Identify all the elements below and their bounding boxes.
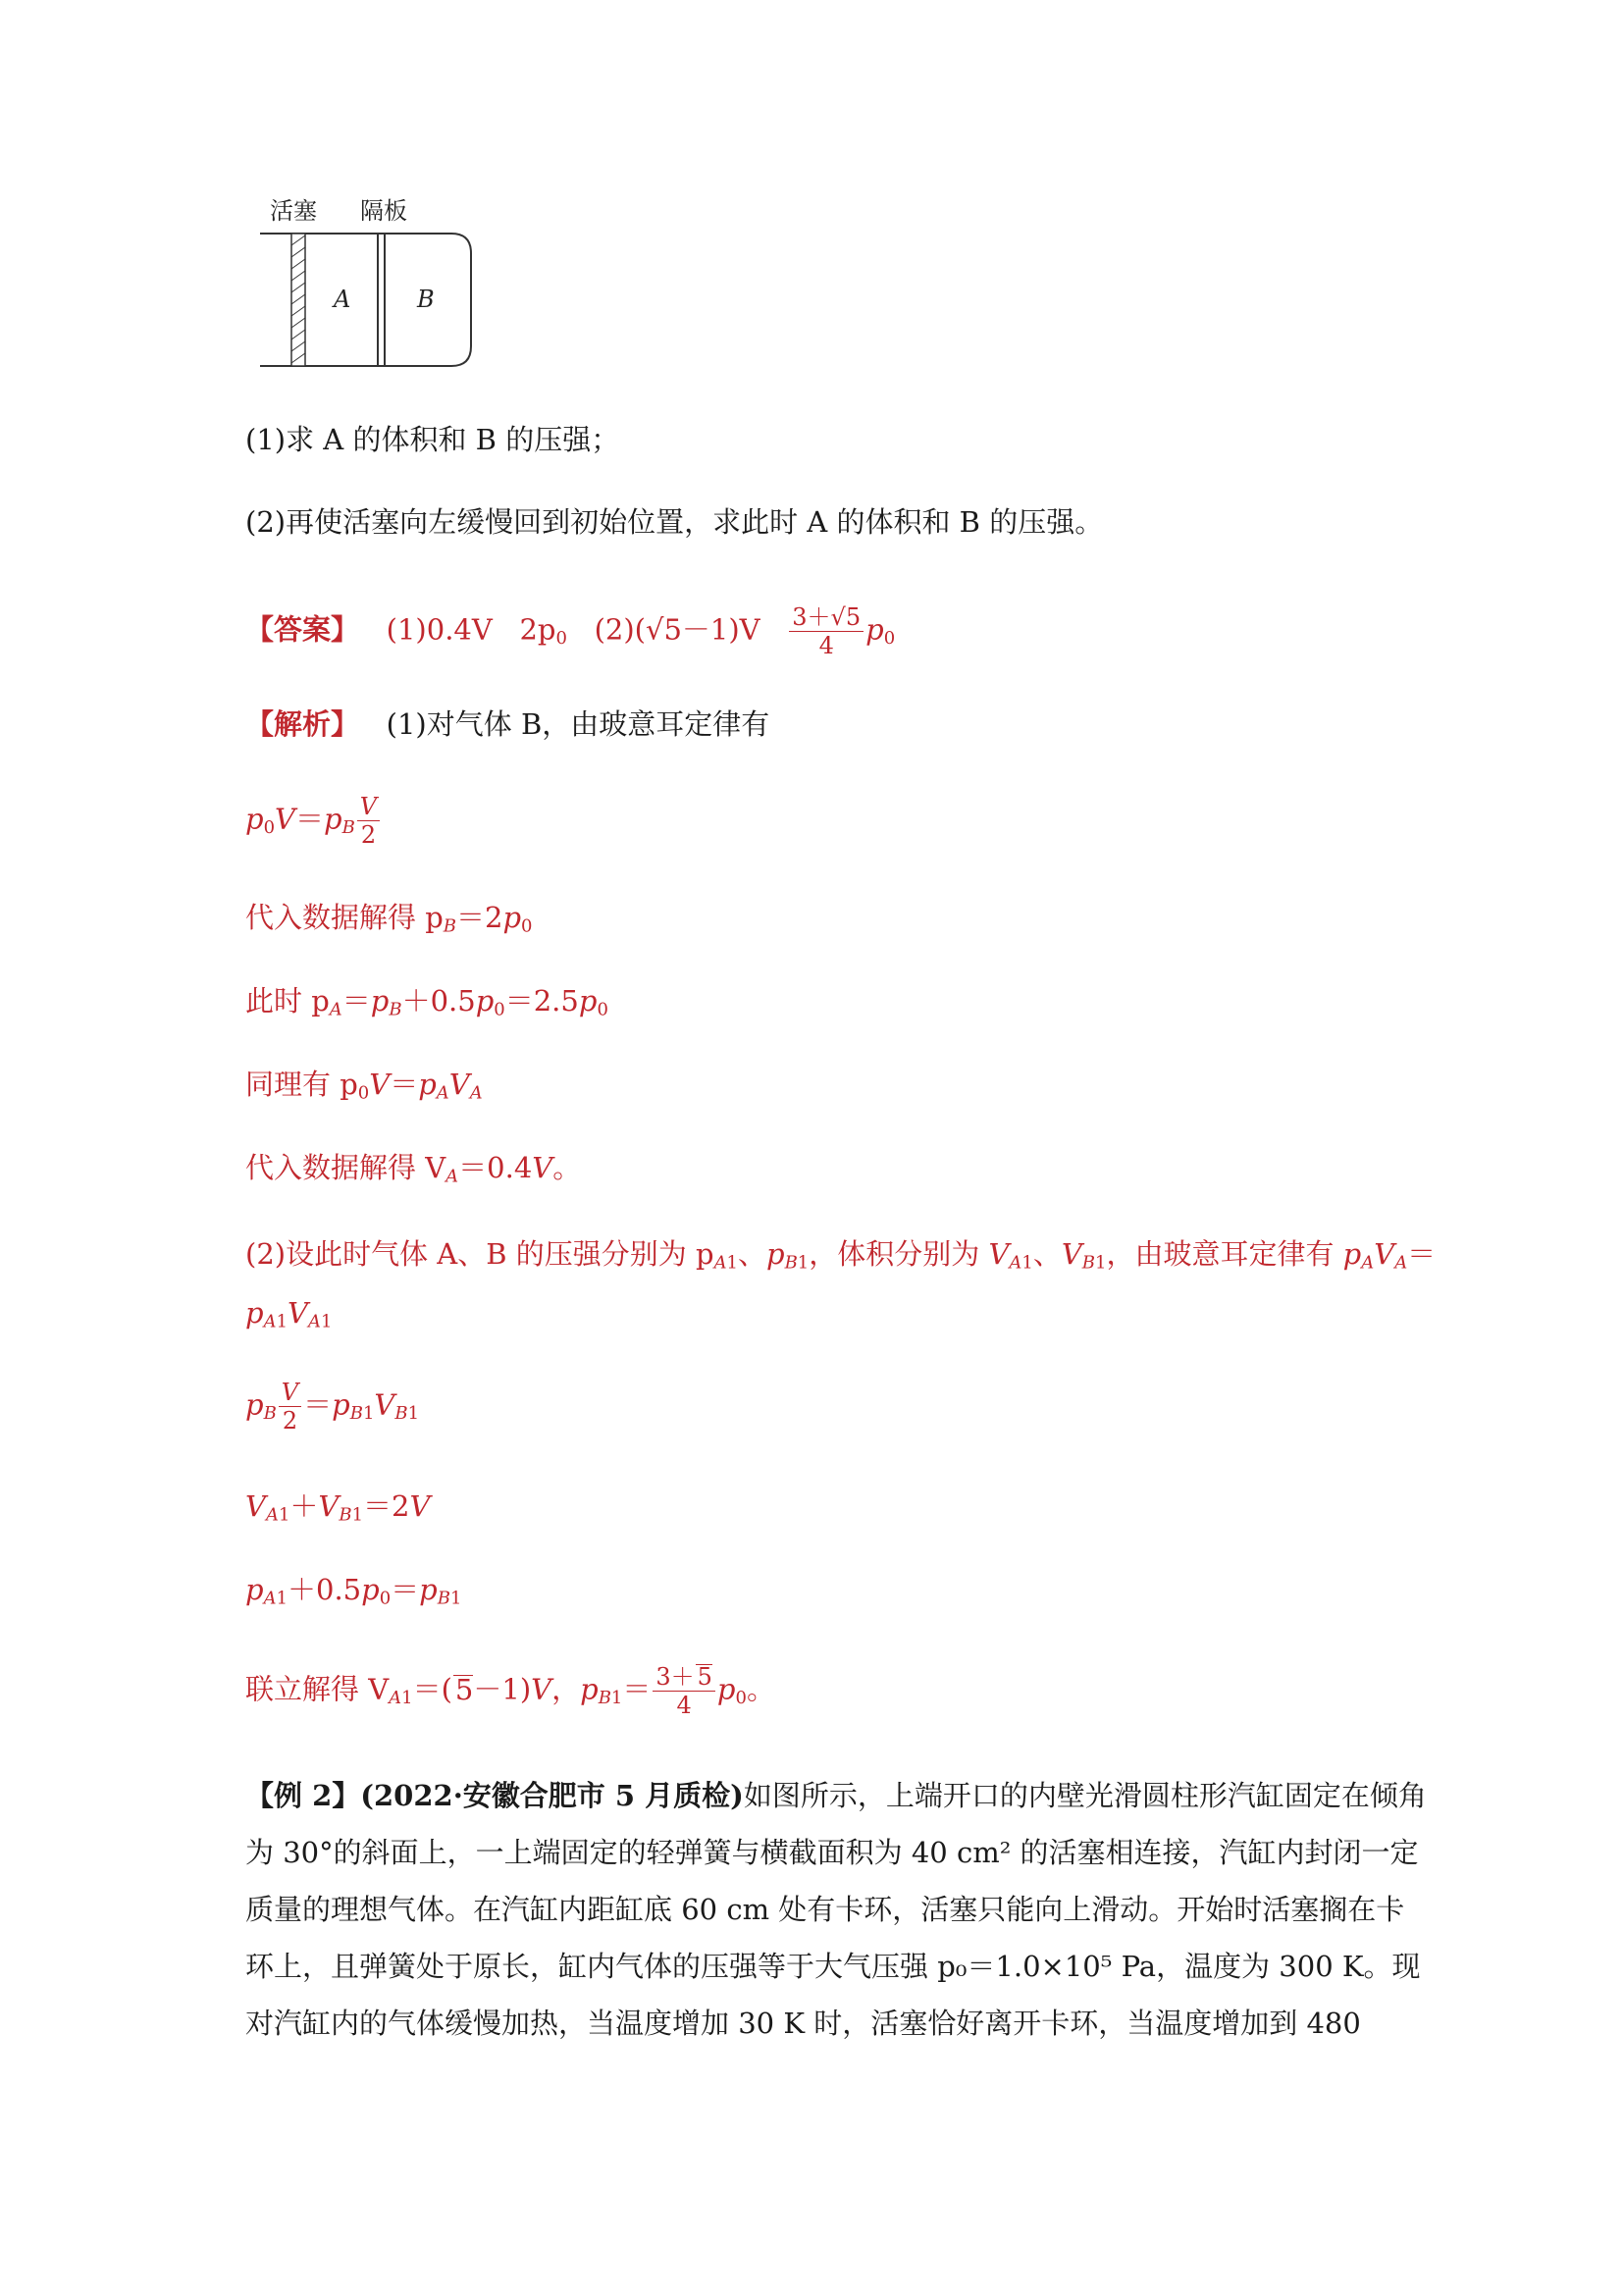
answer-part1: (1)0.4V xyxy=(386,612,493,647)
analysis-eq-vsum: $V_{A1}+V_{B1}=2V$ xyxy=(245,1489,431,1526)
example2-line3: 质量的理想气体。在汽缸内距缸底 60 cm 处有卡环，活塞只能向上滑动。开始时活塞搁在卡 xyxy=(245,1893,1405,1926)
question-2: (2)再使活塞向左缓慢回到初始位置，求此时 A 的体积和 B 的压强。 xyxy=(245,505,1104,539)
analysis-step4: 同理有 $p_0V=p_AV_A$ xyxy=(245,1068,483,1104)
example2-line4: 环上，且弹簧处于原长，缸内气体的压强等于大气压强 p₀＝1.0×10⁵ Pa，温度为 300 K。现 xyxy=(245,1950,1421,1983)
analysis-part2-line2: $p_{A1}V_{A1}$ xyxy=(245,1296,333,1332)
example2-source: (2022·安徽合肥市 5 月质检) xyxy=(360,1779,744,1812)
cylinder-diagram xyxy=(250,191,491,373)
analysis-step5: 代入数据解得 $V_A=0.4V$。 xyxy=(245,1151,582,1187)
analysis-eq-b: $p_B$ $\frac{V}{2}$ $=p_{B1}V_{B1}$ xyxy=(245,1379,419,1435)
analysis-step2: 代入数据解得 $p_B=2p_0$ xyxy=(245,901,533,937)
analysis-part2-line1: (2)设此时气体 A、B 的压强分别为 $p_{A1}$、$p_{B1}$，体积分别为 $V_{A1}$、$V_{B1}$，由玻意耳定律有 $p_AV_A=$ xyxy=(245,1237,1437,1274)
answer-fraction xyxy=(789,603,864,659)
label-partition: 隔板 xyxy=(360,197,407,225)
example2-tag: 【例 2】 xyxy=(245,1779,361,1812)
analysis-final: 联立解得 $V_{A1}=$( 5－1)V，$p_{B1}=$ $\frac{3+ 5}{4}$ $p_0$。 xyxy=(245,1663,775,1719)
label-a: A xyxy=(334,286,351,313)
example2-line5: 对汽缸内的气体缓慢加热，当温度增加 30 K 时，活塞恰好离开卡环，当温度增加到 480 xyxy=(245,2007,1361,2040)
analysis-intro: (1)对气体 B，由玻意耳定律有 xyxy=(386,707,770,741)
question-1: (1)求 A 的体积和 B 的压强； xyxy=(245,423,620,456)
answer-frac-den: 4 xyxy=(818,632,834,659)
answer-part2: (2)(√5－1)V xyxy=(594,612,760,647)
answer-part1b: 2p xyxy=(519,612,556,647)
analysis-tag: 【解析】 xyxy=(245,707,360,741)
analysis-eq1: $p_0V=p_B$ $\frac{V}{2}$ xyxy=(245,793,382,849)
label-b: B xyxy=(417,286,435,313)
example2-line1: 【例 2】(2022·安徽合肥市 5 月质检)如图所示，上端开口的内壁光滑圆柱形汽缸固定在倾角 xyxy=(245,1779,1427,1812)
cylinder-end xyxy=(451,234,471,366)
analysis-eq-psum: $p_{A1}+0.5p_0=p_{B1}$ xyxy=(245,1573,462,1609)
analysis-step3: 此时 $p_A=p_B+0.5p_0=2.5p_0$ xyxy=(245,984,608,1020)
answer-tag: 【答案】 xyxy=(245,612,360,647)
answer-frac-num: 3＋√5 xyxy=(789,603,864,632)
analysis-intro-line xyxy=(245,704,769,744)
label-piston: 活塞 xyxy=(270,197,317,225)
example2-line2: 为 30°的斜面上，一上端固定的轻弹簧与横截面积为 40 cm² 的活塞相连接，汽缸内封闭一定 xyxy=(245,1836,1419,1869)
answer-line: 【答案】 (1)0.4V $2p_0$ (2)(√5－1)V $\frac{3+√5}{4}$ $p_0$ xyxy=(245,603,896,659)
